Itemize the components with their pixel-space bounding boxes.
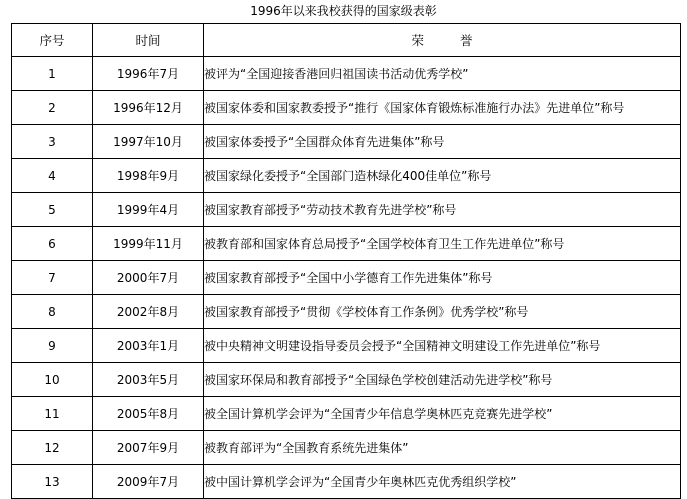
row-number: 3: [12, 125, 93, 159]
header-honor-label: 荣誉: [411, 33, 509, 48]
row-time: 1999年4月: [93, 193, 204, 227]
row-number: 13: [12, 465, 93, 499]
row-number: 4: [12, 159, 93, 193]
row-honor: 被教育部评为“全国教育系统先进集体”: [204, 431, 681, 465]
row-number: 12: [12, 431, 93, 465]
row-time: 1997年10月: [93, 125, 204, 159]
row-honor: 被教育部和国家体育总局授予“全国学校体育卫生工作先进单位”称号: [204, 227, 681, 261]
table-row: [12, 57, 681, 91]
table-row: [12, 159, 681, 193]
table-row: [12, 261, 681, 295]
honors-table: [11, 23, 681, 499]
row-number: 7: [12, 261, 93, 295]
row-time: 1996年7月: [93, 57, 204, 91]
row-number: 11: [12, 397, 93, 431]
row-time: 2007年9月: [93, 431, 204, 465]
row-honor: 被国家教育部授予“贯彻《学校体育工作条例》优秀学校”称号: [204, 295, 681, 329]
row-time: 2005年8月: [93, 397, 204, 431]
row-time: 1998年9月: [93, 159, 204, 193]
row-honor: 被国家环保局和教育部授予“全国绿色学校创建活动先进学校”称号: [204, 363, 681, 397]
table-row: [12, 227, 681, 261]
row-time: 2003年1月: [93, 329, 204, 363]
row-number: 1: [12, 57, 93, 91]
row-number: 6: [12, 227, 93, 261]
table-row: [12, 125, 681, 159]
row-time: 2000年7月: [93, 261, 204, 295]
row-honor: 被评为“全国迎接香港回归祖国读书活动优秀学校”: [204, 57, 681, 91]
page-title: 1996年以来我校获得的国家级表彰: [250, 4, 437, 18]
table-row: [12, 329, 681, 363]
row-honor: 被国家体委授予“全国群众体育先进集体”称号: [204, 125, 681, 159]
table-row: [12, 295, 681, 329]
table-row: [12, 431, 681, 465]
row-honor: 被国家教育部授予“全国中小学德育工作先进集体”称号: [204, 261, 681, 295]
table-header-row: [12, 24, 681, 57]
row-time: 2003年5月: [93, 363, 204, 397]
row-honor: 被中央精神文明建设指导委员会授予“全国精神文明建设工作先进单位”称号: [204, 329, 681, 363]
header-time: 时间: [93, 24, 204, 57]
row-honor: 被国家教育部授予“劳动技术教育先进学校”称号: [204, 193, 681, 227]
table-row: [12, 465, 681, 499]
row-honor: 被中国计算机学会评为“全国青少年奥林匹克优秀组织学校”: [204, 465, 681, 499]
row-number: 8: [12, 295, 93, 329]
row-honor: 被全国计算机学会评为“全国青少年信息学奥林匹克竞赛先进学校”: [204, 397, 681, 431]
table-row: [12, 363, 681, 397]
row-time: 2002年8月: [93, 295, 204, 329]
row-time: 2009年7月: [93, 465, 204, 499]
table-row: [12, 91, 681, 125]
table-row: [12, 397, 681, 431]
row-number: 2: [12, 91, 93, 125]
row-honor: 被国家体委和国家教委授予“推行《国家体育锻炼标准施行办法》先进单位”称号: [204, 91, 681, 125]
row-time: 1999年11月: [93, 227, 204, 261]
row-time: 1996年12月: [93, 91, 204, 125]
row-number: 10: [12, 363, 93, 397]
header-no: 序号: [12, 24, 93, 57]
row-number: 5: [12, 193, 93, 227]
header-honor: [204, 24, 681, 57]
row-number: 9: [12, 329, 93, 363]
table-row: [12, 193, 681, 227]
row-honor: 被国家绿化委授予“全国部门造林绿化400佳单位”称号: [204, 159, 681, 193]
